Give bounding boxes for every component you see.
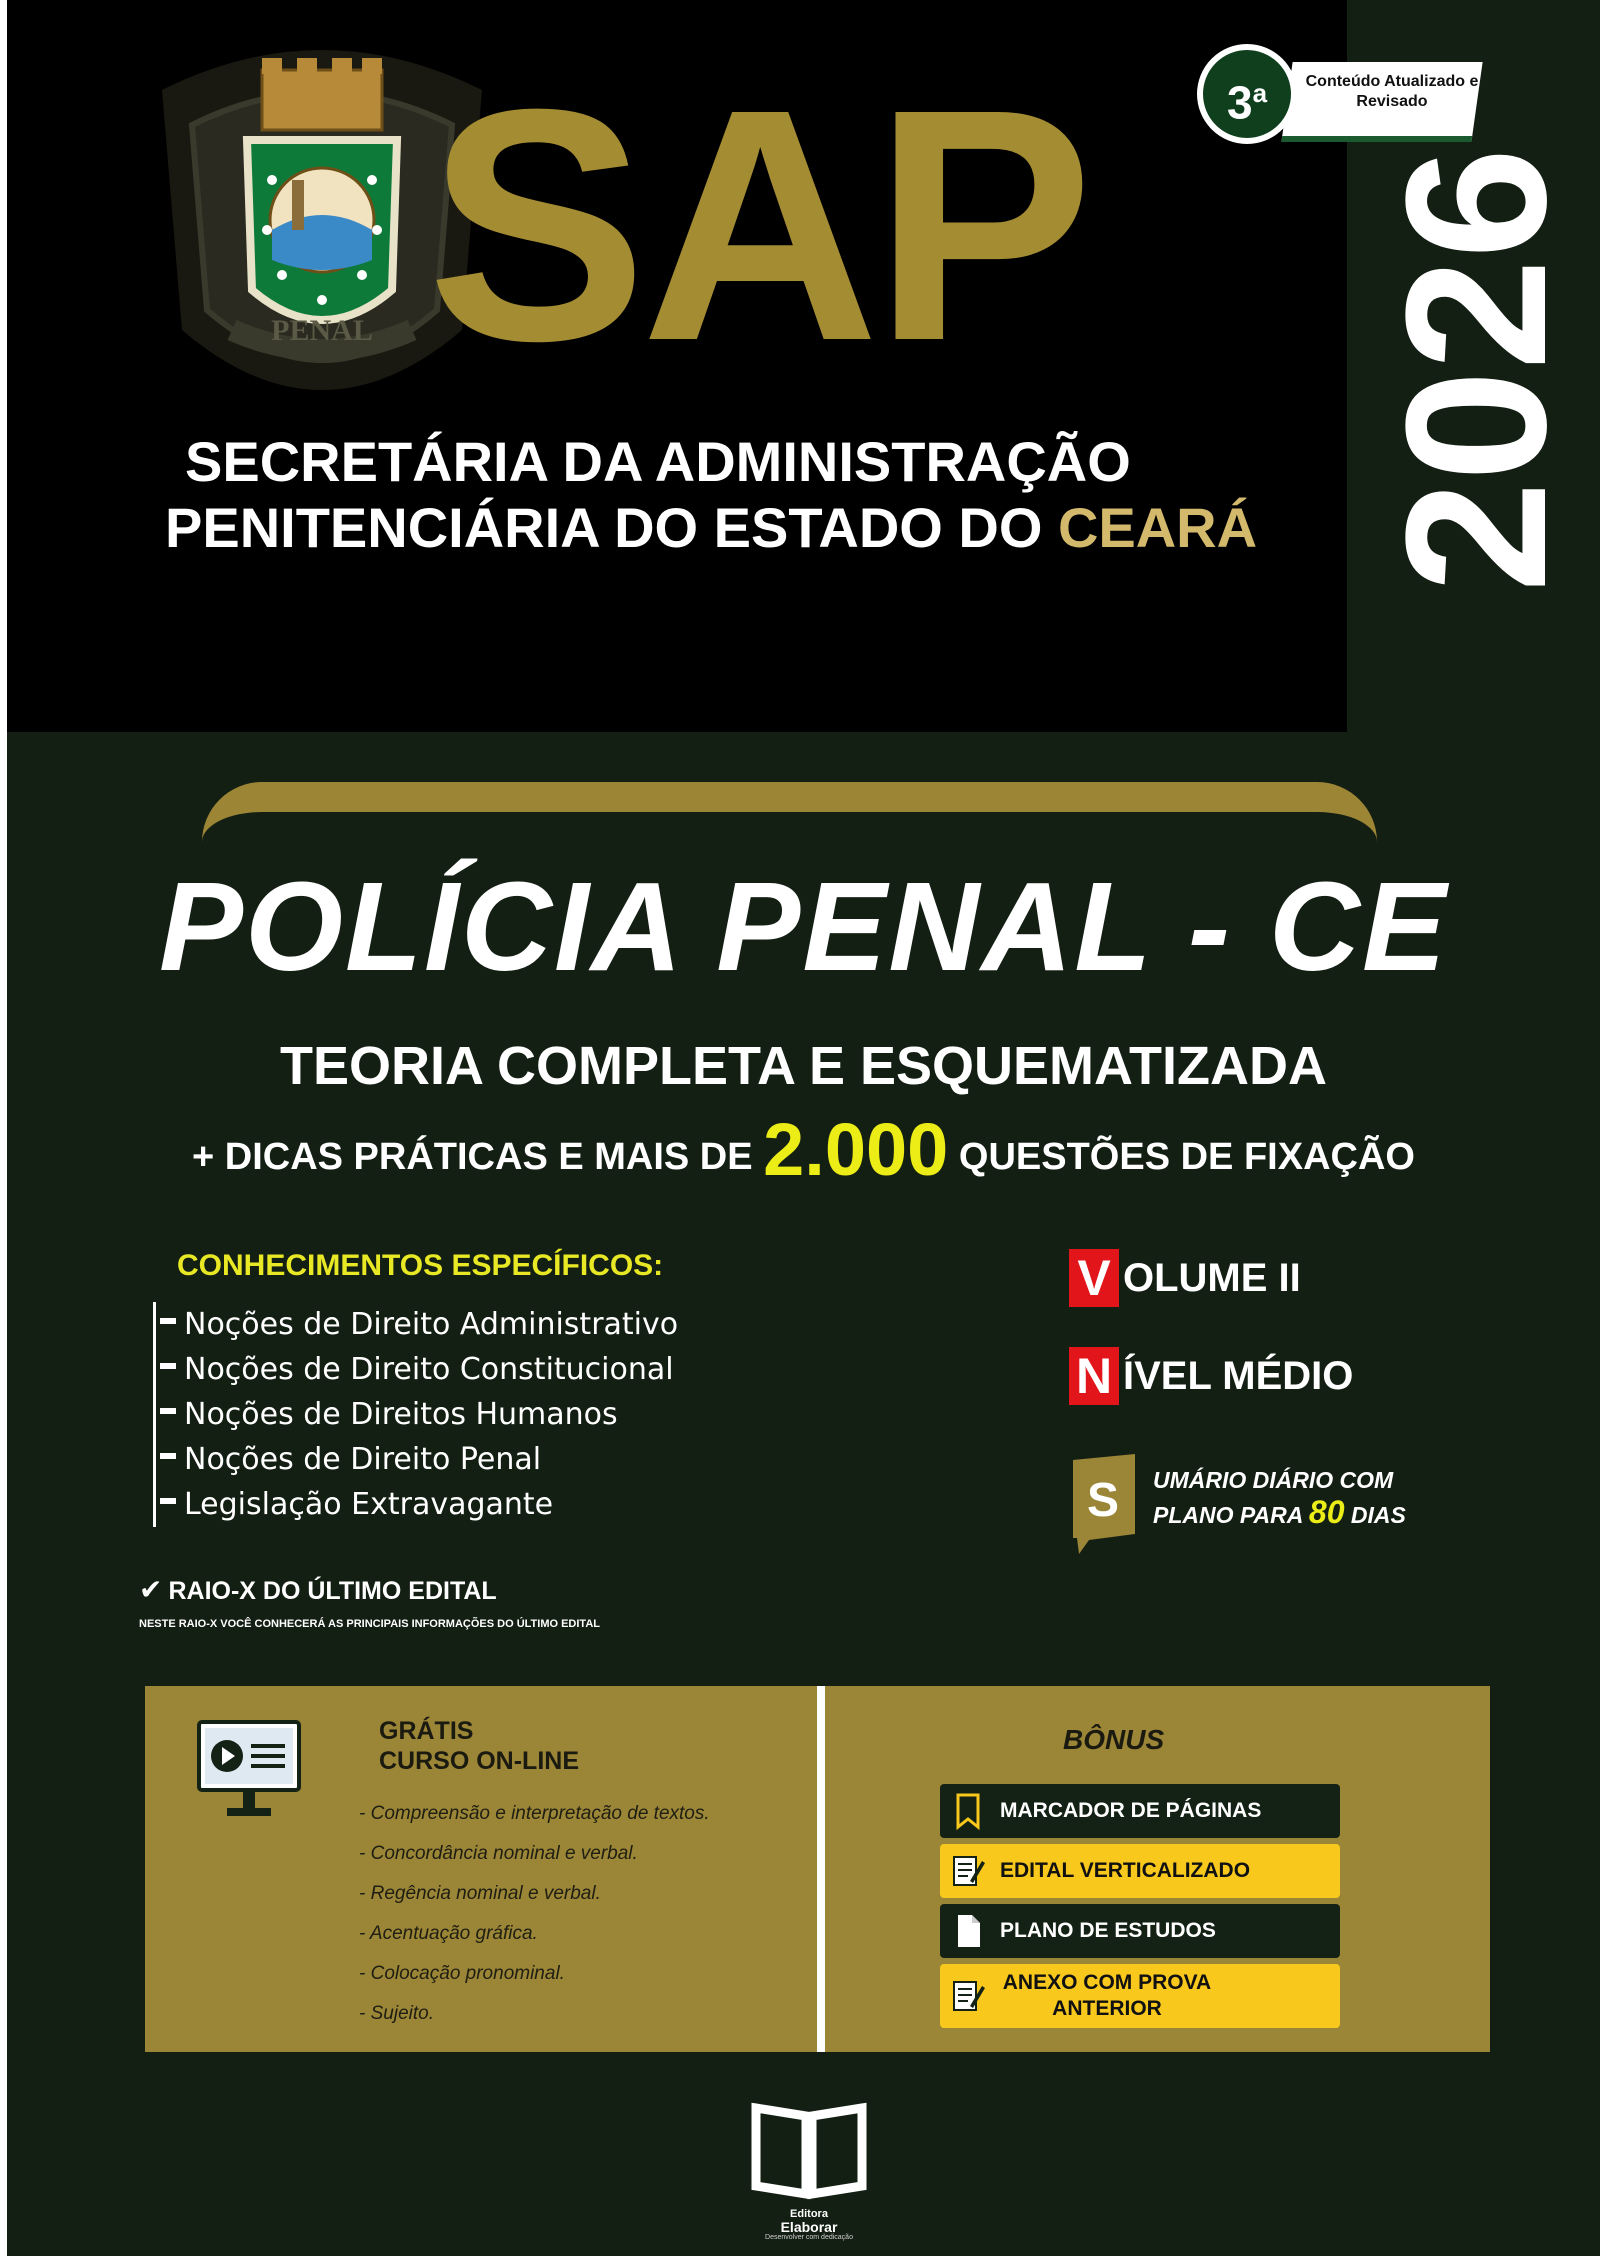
gold-arc-divider — [202, 782, 1377, 842]
level-tag — [1069, 1347, 1353, 1405]
xray-note: NESTE RAIO-X VOCÊ CONHECERÁ AS PRINCIPAIS INFORMAÇÕES DO ÚLTIMO EDITAL — [139, 1618, 601, 1630]
bonus-label: EDITAL VERTICALIZADO — [1000, 1859, 1251, 1882]
summary-line2-prefix: PLANO PARA — [1153, 1502, 1309, 1528]
summary-line1: UMÁRIO DIÁRIO COM — [1153, 1467, 1394, 1493]
course-title-line2: CURSO ON-LINE — [379, 1747, 579, 1775]
knowledge-item: Noções de Direito Penal — [184, 1437, 753, 1482]
tagline-prefix: + DICAS PRÁTICAS E MAIS DE — [192, 1136, 764, 1178]
edition-number — [1197, 44, 1297, 144]
course-topic: - Compreensão e interpretação de textos. — [359, 1803, 710, 1824]
edition-note: Conteúdo Atualizado e Revisado — [1305, 73, 1479, 110]
year-label: 2026 — [1365, 147, 1588, 593]
document-edit-icon — [950, 1851, 986, 1891]
question-count: 2.000 — [763, 1108, 949, 1191]
org-name-line1: SECRETÁRIA DA ADMINISTRAÇÃO — [185, 430, 1131, 493]
summary-initial: S — [1086, 1474, 1120, 1527]
summary-line2-suffix: DIAS — [1344, 1502, 1406, 1528]
course-title — [379, 1716, 579, 1776]
bonus-item-past-exam — [940, 1964, 1340, 2028]
panel-divider — [817, 1686, 825, 2052]
tagline-suffix: QUESTÕES DE FIXAÇÃO — [948, 1136, 1415, 1178]
summary-days: 80 — [1308, 1494, 1345, 1530]
bonus-label: MARCADOR DE PÁGINAS — [1000, 1799, 1262, 1822]
xray-title-row — [139, 1575, 600, 1606]
course-topic: - Colocação pronominal. — [359, 1963, 565, 1984]
knowledge-heading: CONHECIMENTOS ESPECÍFICOS: — [177, 1249, 664, 1282]
org-name-line2 — [165, 496, 1265, 560]
course-topic: - Regência nominal e verbal. — [359, 1883, 601, 1904]
bonus-item-bookmark — [940, 1784, 1340, 1838]
volume-tag — [1069, 1249, 1301, 1307]
bonus-item-study-plan — [940, 1904, 1340, 1958]
year-label-container — [1365, 130, 1588, 610]
document-edit-icon — [950, 1976, 986, 2016]
check-icon: ✔ — [139, 1574, 163, 1605]
book-subtitle: TEORIA COMPLETA E ESQUEMATIZADA — [280, 1036, 1327, 1096]
open-book-icon — [744, 2090, 874, 2206]
book-cover — [7, 0, 1600, 2256]
knowledge-item: Legislação Extravagante — [184, 1482, 753, 1527]
level-text: ÍVEL MÉDIO — [1123, 1353, 1354, 1398]
agency-acronym: SAP — [427, 40, 1088, 409]
bonus-label: PLANO DE ESTUDOS — [1000, 1919, 1216, 1942]
publisher-slogan: Desenvolver com dedicação — [765, 2234, 853, 2241]
bonus-title: BÔNUS — [1063, 1724, 1165, 1755]
bookmark-icon — [950, 1791, 986, 1831]
knowledge-item: Noções de Direito Constitucional — [184, 1347, 753, 1392]
daily-summary-tag — [1069, 1454, 1469, 1554]
state-name: CEARÁ — [1057, 496, 1258, 559]
monitor-video-icon — [197, 1720, 301, 1820]
publisher-prefix: Editora — [790, 2208, 828, 2220]
bonus-label: ANEXO COM PROVA ANTERIOR — [1002, 1971, 1212, 2020]
summary-line2 — [1153, 1496, 1406, 1531]
emblem-penal-label: PENAL — [271, 314, 373, 347]
xray-section — [139, 1575, 600, 1632]
book-title: POLÍCIA PENAL - CE — [158, 856, 1449, 997]
bonus-item-notice — [940, 1844, 1340, 1898]
knowledge-item: Noções de Direitos Humanos — [184, 1392, 753, 1437]
book-tagline — [7, 1110, 1600, 1197]
publisher-logo — [744, 2090, 874, 2240]
course-topic: - Sujeito. — [359, 2003, 434, 2024]
publisher-name: Elaborar — [780, 2219, 838, 2235]
level-initial: N — [1069, 1347, 1119, 1405]
summary-text — [1153, 1464, 1406, 1531]
volume-initial: V — [1069, 1249, 1119, 1307]
org-name-line2-prefix: PENITENCIÁRIA DO ESTADO DO — [165, 496, 1058, 559]
course-topic: - Concordância nominal e verbal. — [359, 1843, 638, 1864]
knowledge-list — [153, 1302, 753, 1527]
knowledge-item: Noções de Direito Administrativo — [184, 1302, 753, 1347]
course-topic: - Acentuação gráfica. — [359, 1923, 538, 1944]
document-icon — [950, 1911, 986, 1951]
xray-title: RAIO-X DO ÚLTIMO EDITAL — [168, 1577, 497, 1605]
summary-badge-icon — [1069, 1454, 1139, 1554]
course-title-line1: GRÁTIS — [379, 1717, 474, 1745]
bonus-panel — [145, 1686, 1490, 2052]
course-topics-list — [359, 1794, 710, 2034]
volume-text: OLUME II — [1123, 1255, 1301, 1300]
edition-number-digit: 3 — [1226, 76, 1253, 129]
edition-ordinal: a — [1252, 78, 1268, 108]
